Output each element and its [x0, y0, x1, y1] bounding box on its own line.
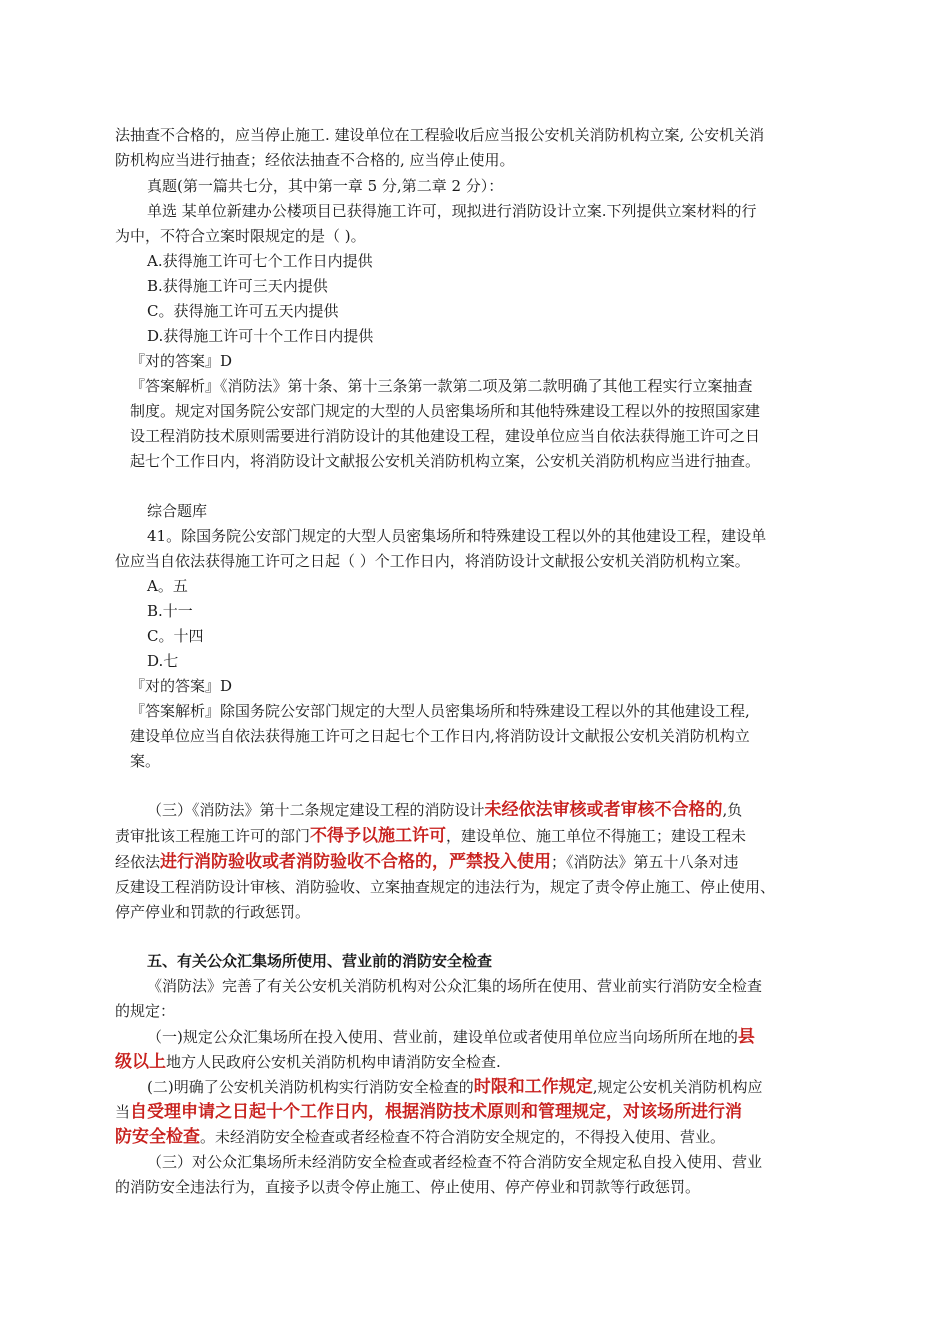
option-d: D.获得施工许可十个工作日内提供: [147, 327, 374, 345]
section-label: 综合题库: [147, 502, 208, 520]
paragraph-line: [147, 799, 742, 821]
highlight-text: 级以上: [115, 1052, 166, 1072]
paragraph-line: [115, 1051, 501, 1073]
paragraph-line: 的消防安全违法行为，直接予以责令停止施工、停止使用、停产停业和罚款等行政惩罚。: [115, 1178, 701, 1196]
text-run: 当: [115, 1103, 131, 1121]
option-c: C。十四: [147, 627, 204, 645]
question-text: 位应当自依法获得施工许可之日起（ ）个工作日内，将消防设计文献报公安机关消防机构立案。: [115, 552, 750, 570]
paragraph-line: [115, 825, 746, 847]
explanation-line: 制度。规定对国务院公安部门规定的大型的人员密集场所和其他特殊建设工程以外的按照国家建: [130, 402, 761, 420]
option-a: A。五: [147, 577, 188, 595]
explanation-line: 起七个工作日内，将消防设计文献报公安机关消防机构立案，公安机关消防机构应当进行抽查。: [130, 452, 761, 470]
paragraph-line: （三）对公众汇集场所未经消防安全检查或者经检查不符合消防安全规定私自投入使用、营业: [147, 1153, 763, 1171]
paragraph-line: [115, 1126, 725, 1148]
text-run: 地方人民政府公安机关消防机构申请消防安全检查.: [166, 1053, 501, 1071]
text-run: ,规定公安机关消防机构应: [592, 1078, 763, 1096]
paragraph-line: 反建设工程消防设计审核、消防验收、立案抽查规定的违法行为，规定了责令停止施工、停止使用、: [115, 878, 776, 896]
text-line: 防机构应当进行抽查；经依法抽查不合格的, 应当停止使用。: [115, 151, 515, 169]
option-d: D.七: [147, 652, 179, 670]
question-text: 为中，不符合立案时限规定的是（ )。: [115, 227, 366, 245]
answer-line: 『对的答案』D: [130, 677, 233, 695]
option-c: C。获得施工许可五天内提供: [147, 302, 339, 320]
paragraph-line: 的规定：: [115, 1002, 176, 1020]
explanation-line: 案。: [130, 752, 161, 770]
explanation-line: 建设单位应当自依法获得施工许可之日起七个工作日内,将消防设计文献报公安机关消防机构立: [130, 727, 750, 745]
text-run: ,负: [722, 801, 743, 819]
text-run: 责审批该工程施工许可的部门: [115, 827, 311, 845]
highlight-text: 时限和工作规定: [473, 1077, 593, 1097]
paragraph-line: [115, 1101, 742, 1123]
text-run: （一)规定公众汇集场所在投入使用、营业前，建设单位或者使用单位应当向场所所在地的: [147, 1028, 738, 1046]
section-heading: 五、有关公众汇集场所使用、营业前的消防安全检查: [147, 952, 493, 970]
text-run: 经依法: [115, 853, 161, 871]
explanation-line: 『答案解析』《消防法》第十条、第十三条第一款第二项及第二款明确了其他工程实行立案抽查: [130, 377, 753, 395]
paragraph-line: [147, 1076, 763, 1098]
text-run: (二)明确了公安机关消防机构实行消防安全检查的: [147, 1078, 474, 1096]
highlight-text: 自受理申请之日起十个工作日内，根据消防技术原则和管理规定，对该场所进行消: [130, 1102, 743, 1122]
answer-line: 『对的答案』D: [130, 352, 233, 370]
highlight-text: 防安全检查: [115, 1127, 200, 1147]
option-b: B.十一: [147, 602, 193, 620]
question-text: 41。除国务院公安部门规定的大型人员密集场所和特殊建设工程以外的其他建设工程，建设单: [147, 527, 767, 545]
text-run: 。未经消防安全检查或者经检查不符合消防安全规定的，不得投入使用、营业。: [200, 1128, 726, 1146]
text-line: 真题(第一篇共七分，其中第一章 5 分,第二章 2 分）：: [147, 177, 504, 195]
option-a: A.获得施工许可七个工作日内提供: [147, 252, 373, 270]
explanation-line: 设工程消防技术原则需要进行消防设计的其他建设工程，建设单位应当自依法获得施工许可之日: [130, 427, 761, 445]
paragraph-line: 《消防法》完善了有关公安机关消防机构对公众汇集的场所在使用、营业前实行消防安全检查: [147, 977, 763, 995]
text-run: ，建设单位、施工单位不得施工；建设工程未: [446, 827, 747, 845]
paragraph-line: [147, 1026, 755, 1048]
highlight-text: 进行消防验收或者消防验收不合格的，严禁投入使用: [160, 852, 552, 872]
text-run: （三）《消防法》第十二条规定建设工程的消防设计: [147, 801, 485, 819]
highlight-text: 不得予以施工许可: [310, 826, 447, 846]
question-text: 单选 某单位新建办公楼项目已获得施工许可，现拟进行消防设计立案.下列提供立案材料的行: [147, 202, 757, 220]
paragraph-line: [115, 851, 739, 873]
highlight-text: 县: [737, 1027, 755, 1047]
text-line: 法抽查不合格的，应当停止施工. 建设单位在工程验收后应当报公安机关消防机构立案, 公安机关消: [115, 126, 765, 144]
highlight-text: 未经依法审核或者审核不合格的: [484, 800, 723, 820]
option-b: B.获得施工许可三天内提供: [147, 277, 328, 295]
text-run: ；《消防法》第五十八条对违: [551, 853, 739, 871]
paragraph-line: 停产停业和罚款的行政惩罚。: [115, 903, 311, 921]
explanation-line: 『答案解析』除国务院公安部门规定的大型人员密集场所和特殊建设工程以外的其他建设工程,: [130, 702, 750, 720]
